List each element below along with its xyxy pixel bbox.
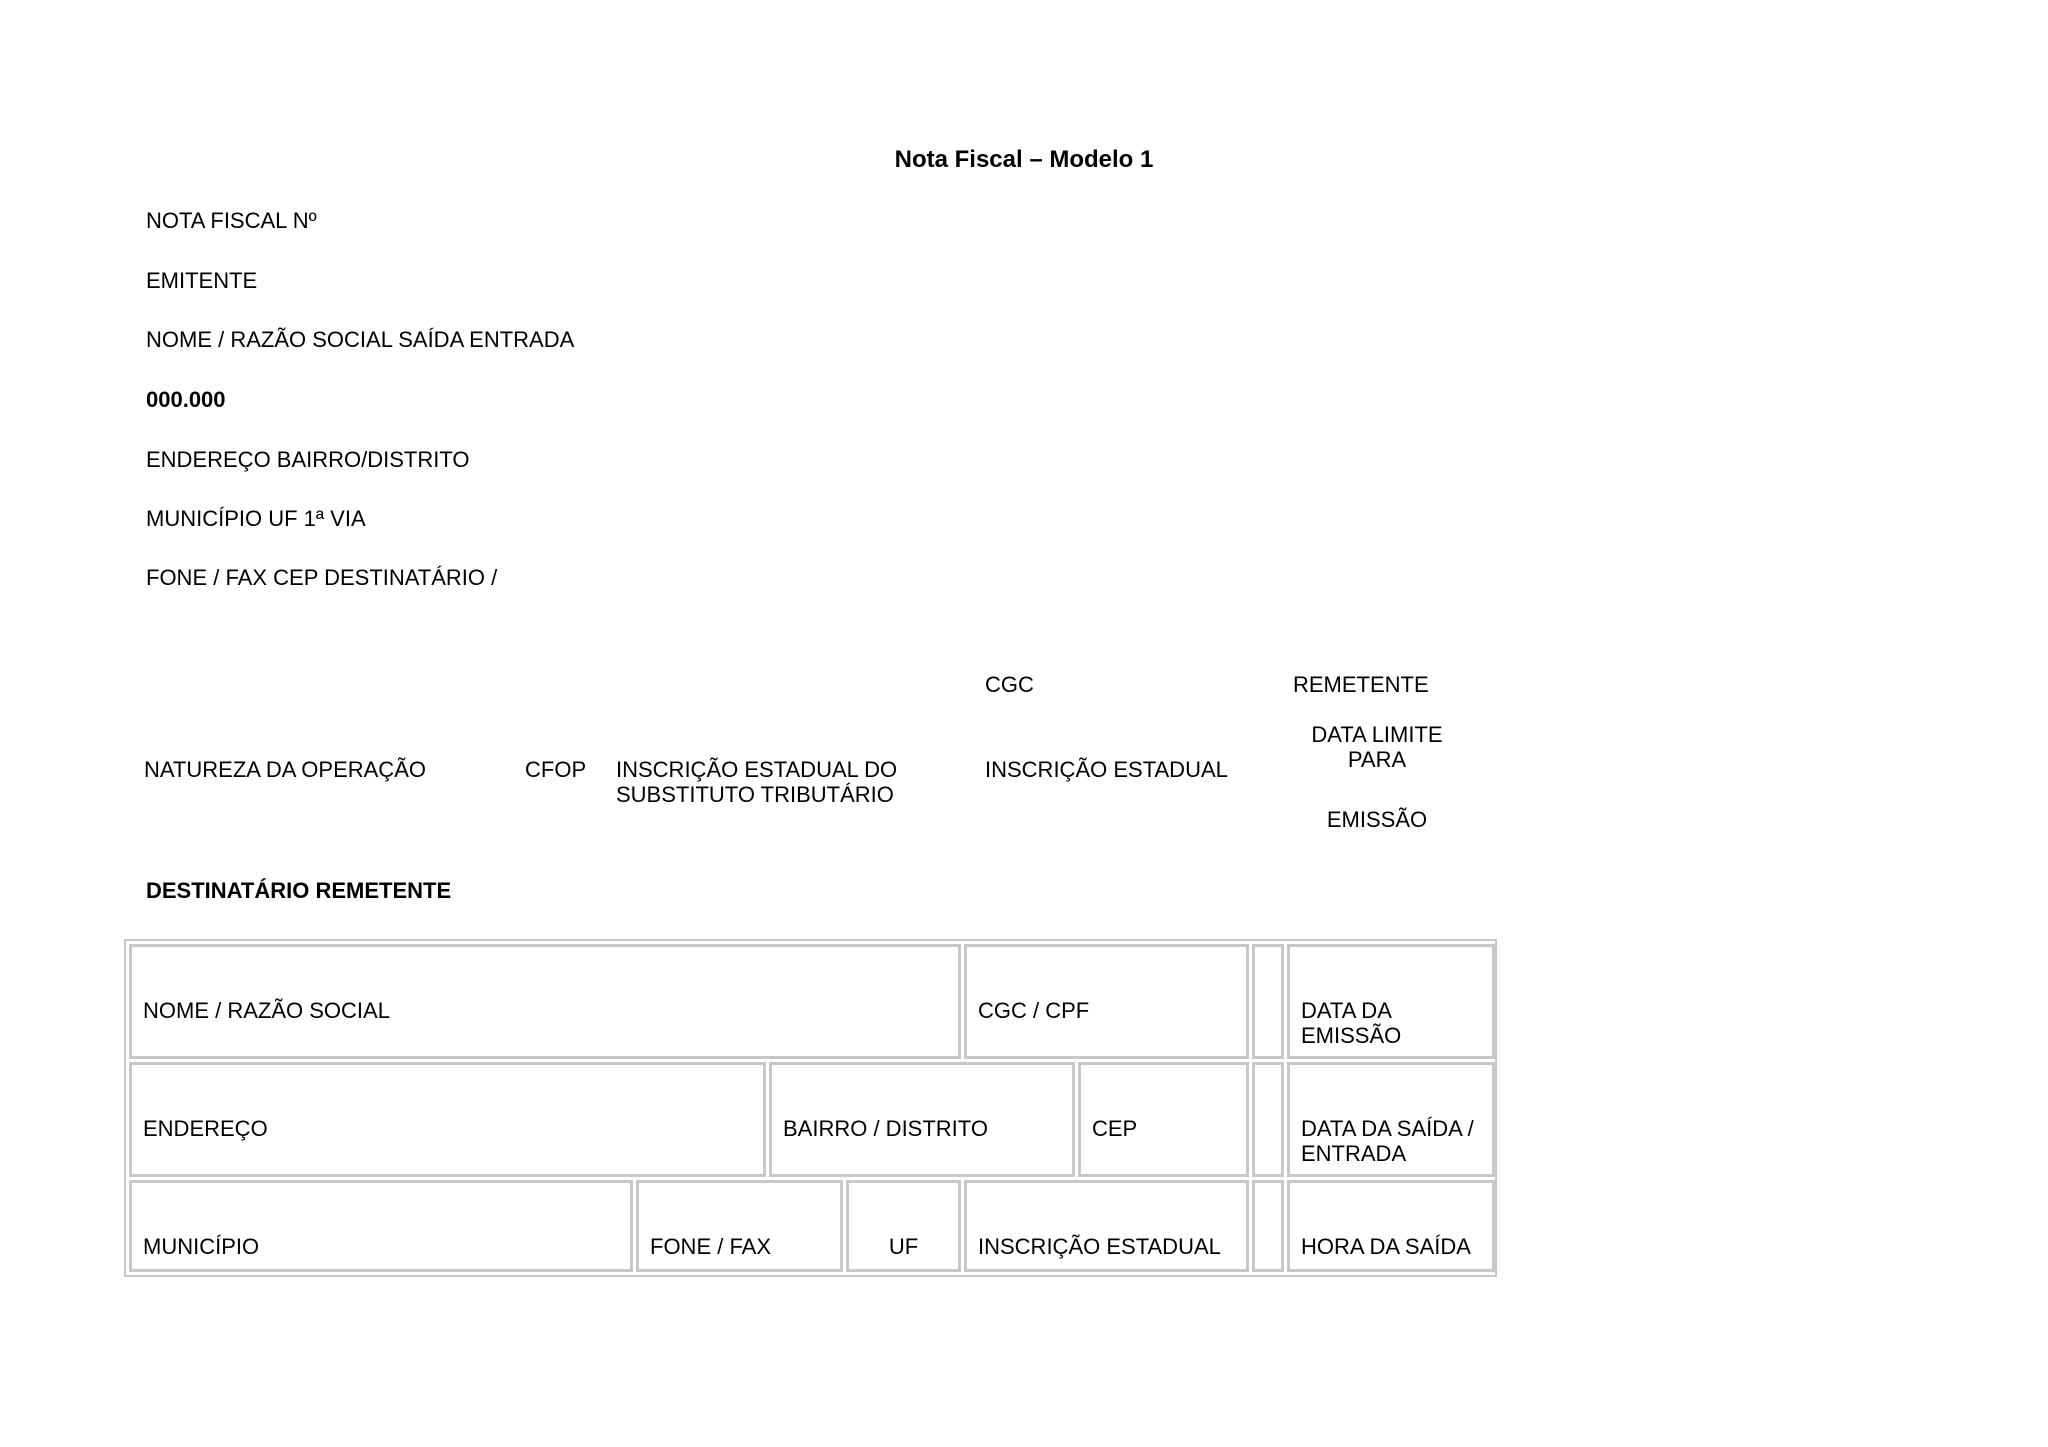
cell-data-saida xyxy=(1287,1062,1495,1177)
emitente-label: EMITENTE xyxy=(146,268,258,293)
cell-uf xyxy=(846,1180,961,1272)
inscricao-substituto-label: INSCRIÇÃO ESTADUAL DO SUBSTITUTO TRIBUTÁRIO xyxy=(616,757,898,807)
cfop-label: CFOP xyxy=(525,757,587,782)
inscricao-estadual-label: INSCRIÇÃO ESTADUAL xyxy=(985,757,1228,782)
fone-fax-cep-line: FONE / FAX CEP DESTINATÁRIO / xyxy=(146,565,498,590)
municipio-uf-line: MUNICÍPIO UF 1ª VIA xyxy=(146,506,366,531)
cell-hora-saida xyxy=(1287,1180,1495,1272)
nota-number-value: 000.000 xyxy=(146,387,226,412)
cell-municipio xyxy=(129,1180,633,1272)
municipio-label: MUNICÍPIO xyxy=(143,1234,260,1259)
endereco-label: ENDEREÇO xyxy=(143,1116,268,1141)
cgc-cpf-label: CGC / CPF xyxy=(978,998,1090,1023)
hora-saida-label: HORA DA SAÍDA xyxy=(1301,1234,1471,1259)
cell-fone-fax xyxy=(636,1180,843,1272)
destinatario-table xyxy=(124,939,1497,1277)
nome-razao-social-label: NOME / RAZÃO SOCIAL xyxy=(143,998,390,1023)
uf-label: UF xyxy=(888,1234,919,1259)
cell-bairro-distrito xyxy=(769,1062,1075,1177)
nome-razao-social-line: NOME / RAZÃO SOCIAL SAÍDA ENTRADA xyxy=(146,327,575,352)
cell-cep xyxy=(1078,1062,1249,1177)
document-title: Nota Fiscal – Modelo 1 xyxy=(894,146,1154,173)
cell-spacer xyxy=(1252,1062,1284,1177)
data-limite-emissao-label: DATA LIMITE PARA EMISSÃO xyxy=(1311,722,1443,832)
cep-label: CEP xyxy=(1092,1116,1138,1141)
cell-inscricao-estadual xyxy=(964,1180,1249,1272)
cell-endereco xyxy=(129,1062,766,1177)
inscricao-estadual-cell-label: INSCRIÇÃO ESTADUAL xyxy=(978,1234,1221,1259)
data-emissao-label: DATA DA EMISSÃO xyxy=(1301,998,1402,1048)
remetente-label: REMETENTE xyxy=(1293,672,1429,697)
cell-spacer xyxy=(1252,1180,1284,1272)
cell-spacer xyxy=(1252,944,1284,1059)
natureza-operacao-label: NATUREZA DA OPERAÇÃO xyxy=(144,757,426,782)
cell-data-emissao xyxy=(1287,944,1495,1059)
cell-cgc-cpf xyxy=(964,944,1249,1059)
section-heading: DESTINATÁRIO REMETENTE xyxy=(146,878,452,903)
nota-fiscal-number-label: NOTA FISCAL Nº xyxy=(146,208,317,233)
data-saida-entrada-label: DATA DA SAÍDA / ENTRADA xyxy=(1301,1116,1474,1166)
cell-nome-razao-social xyxy=(129,944,961,1059)
cgc-label: CGC xyxy=(985,672,1034,697)
bairro-distrito-label: BAIRRO / DISTRITO xyxy=(783,1116,988,1141)
fone-fax-label: FONE / FAX xyxy=(650,1234,772,1259)
endereco-bairro-line: ENDEREÇO BAIRRO/DISTRITO xyxy=(146,447,470,472)
